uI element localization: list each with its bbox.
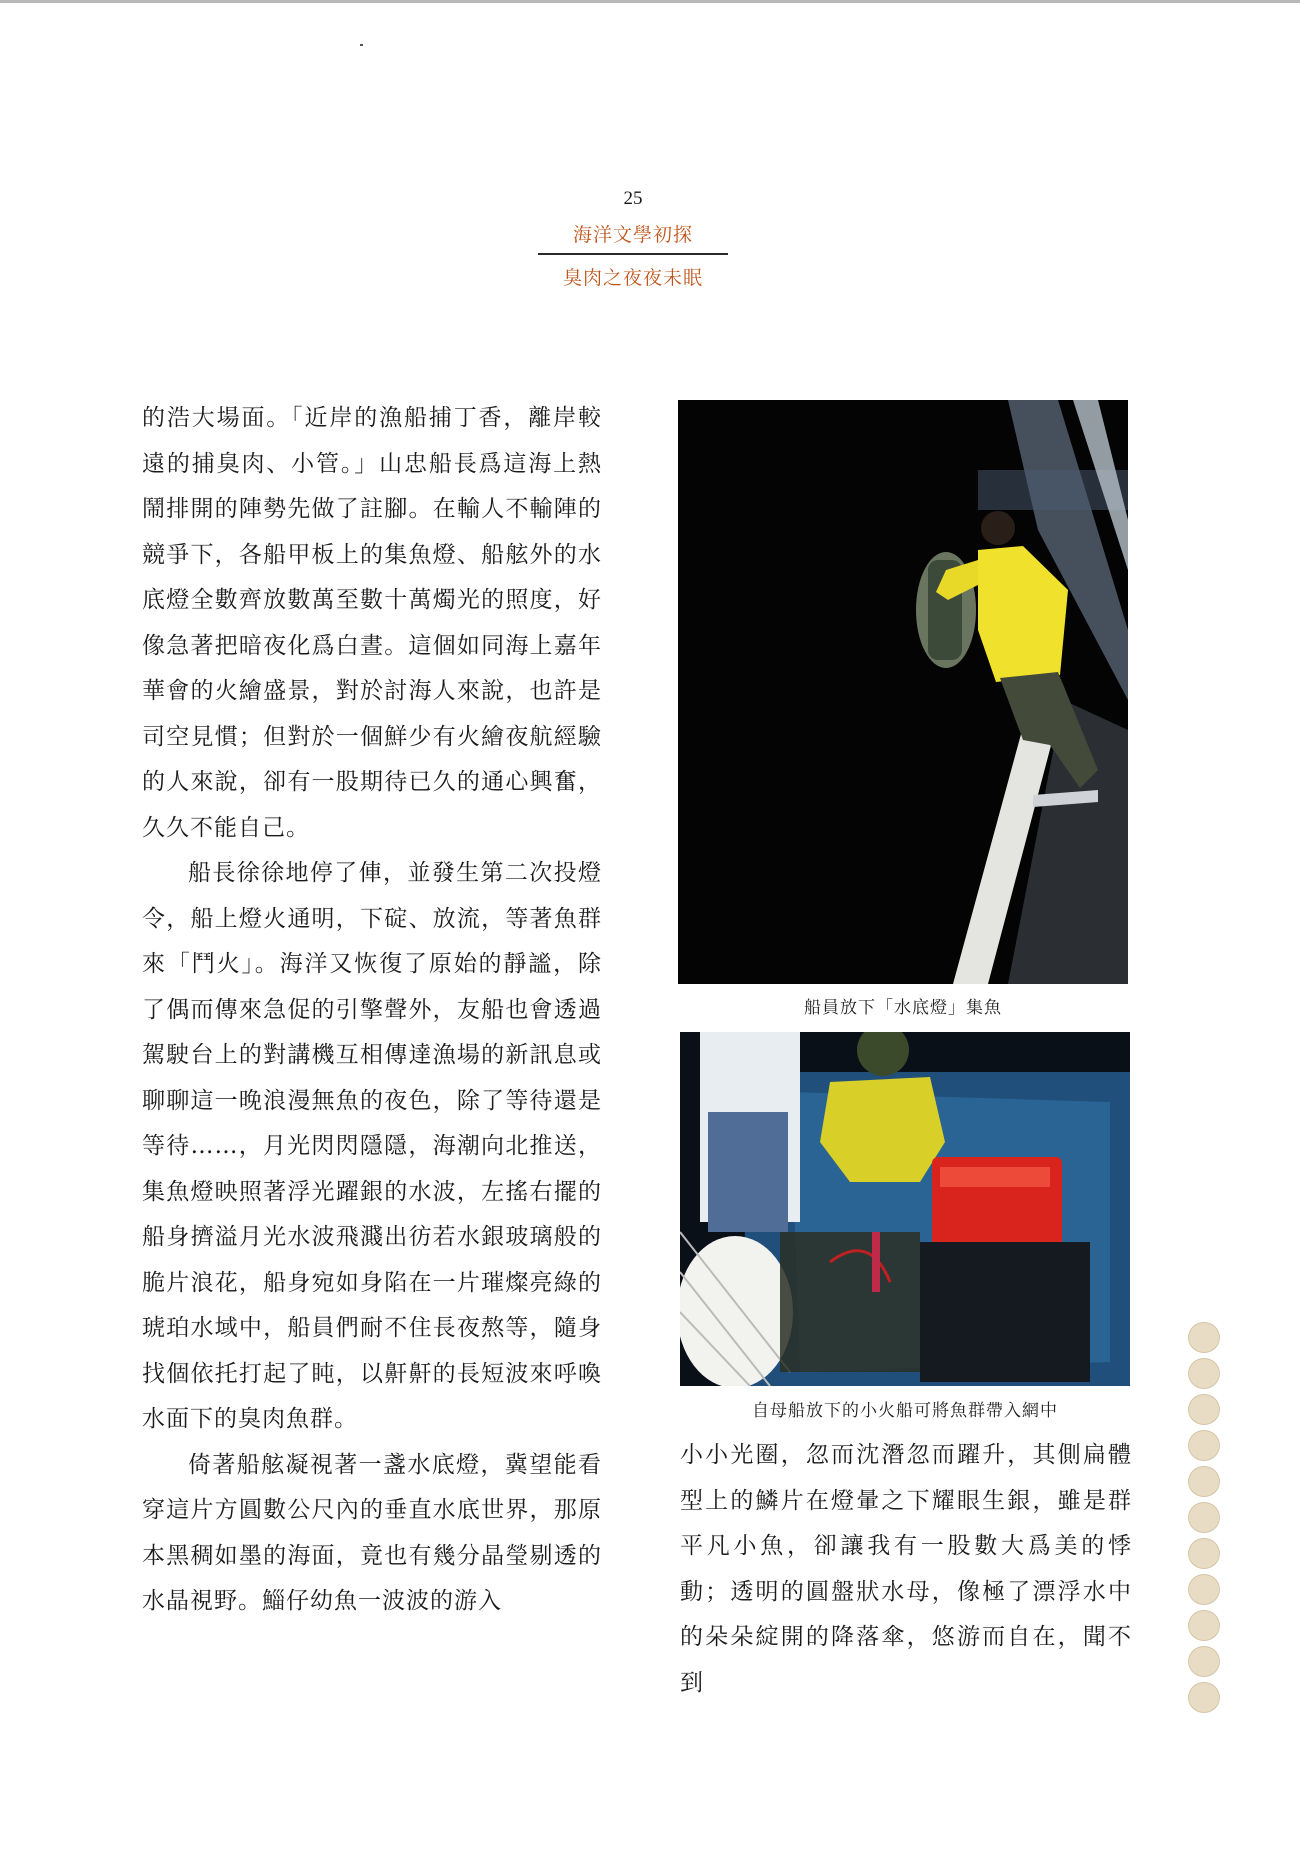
photo-crew-lowering-light-image [678, 400, 1128, 984]
decor-dot [1188, 1322, 1220, 1353]
decor-dot [1188, 1610, 1220, 1641]
decor-dot [1188, 1358, 1220, 1389]
decor-dot [1188, 1466, 1220, 1497]
photo-crew-lowering-light [678, 400, 1128, 984]
paragraph: 的浩大場面。「近岸的漁船捕丁香，離岸較遠的捕臭肉、小管。」山忠船長爲這海上熱鬧排開的陣勢先做了註腳。在輸人不輸陣的競爭下，各船甲板上的集魚燈、船舷外的水底燈全數齊放數萬至數十萬燭光的照度，好像急著把暗夜化爲白晝。這個如同海上嘉年華會的火繪盛景，對於討海人來說，也許是司空見慣；但對於一個鮮少有火繪夜航經驗的人來說，卻有一股期待已久的通心興奮，久久不能自己。 [142, 405, 602, 841]
decor-dot [1188, 1430, 1220, 1461]
decor-dot [1188, 1538, 1220, 1569]
paragraph: 倚著船舷凝視著一盞水底燈，冀望能看穿這片方圓數公尺內的垂直水底世界，那原本黑稠如墨的海面，竟也有幾分晶瑩剔透的水晶視野。鯔仔幼魚一波波的游入 [142, 1451, 602, 1614]
page-top-edge [0, 0, 1300, 3]
decor-dot [1188, 1394, 1220, 1425]
photo-caption: 船員放下「水底燈」集魚 [804, 998, 1002, 1018]
right-text-column [680, 1433, 1132, 1706]
page-header [520, 188, 746, 290]
decor-dot [1188, 1682, 1220, 1713]
scan-speck [360, 44, 363, 46]
decorative-dot-strip [1186, 1322, 1222, 1718]
page-number: 25 [623, 188, 643, 209]
paragraph: 船長徐徐地停了俥，並發生第二次投燈令，船上燈火通明，下碇、放流，等著魚群來「鬥火」。海洋又恢復了原始的靜謐，除了偶而傳來急促的引擎聲外，友船也會透過駕駛台上的對講機互相傳達漁場的新訊息或聊聊這一晚浪漫無魚的夜色，除了等待還是等待……，月光閃閃隱隱，海潮向北推送，集魚燈映照著浮光躍銀的水波，左搖右擺的船身擠溢月光水波飛濺出彷若水銀玻璃般的脆片浪花，船身宛如身陷在一片璀燦亮綠的琥珀水域中，船員們耐不住長夜熬等，隨身找個依托打起了盹，以鼾鼾的長短波來呼喚水面下的臭肉魚群。 [142, 860, 602, 1432]
decor-dot [1188, 1646, 1220, 1677]
decor-dot [1188, 1502, 1220, 1533]
left-text-column [142, 396, 602, 1625]
photo-small-boat-engine-image [680, 1032, 1130, 1386]
article-title: 臭肉之夜夜未眠 [562, 267, 703, 289]
paragraph: 小小光圈，忽而沈潛忽而躍升，其側扁體型上的鱗片在燈暈之下耀眼生銀，雖是群平凡小魚，卻讓我有一股數大爲美的悸動；透明的圓盤狀水母，像極了漂浮水中的朵朵綻開的降落傘，悠游而自在，聞不到 [680, 1442, 1132, 1696]
photo-small-boat-engine [680, 1032, 1130, 1386]
photo-caption: 自母船放下的小火船可將魚群帶入網中 [752, 1401, 1058, 1421]
section-title: 海洋文學初探 [572, 224, 693, 246]
decor-dot [1188, 1574, 1220, 1605]
header-divider [538, 253, 728, 255]
